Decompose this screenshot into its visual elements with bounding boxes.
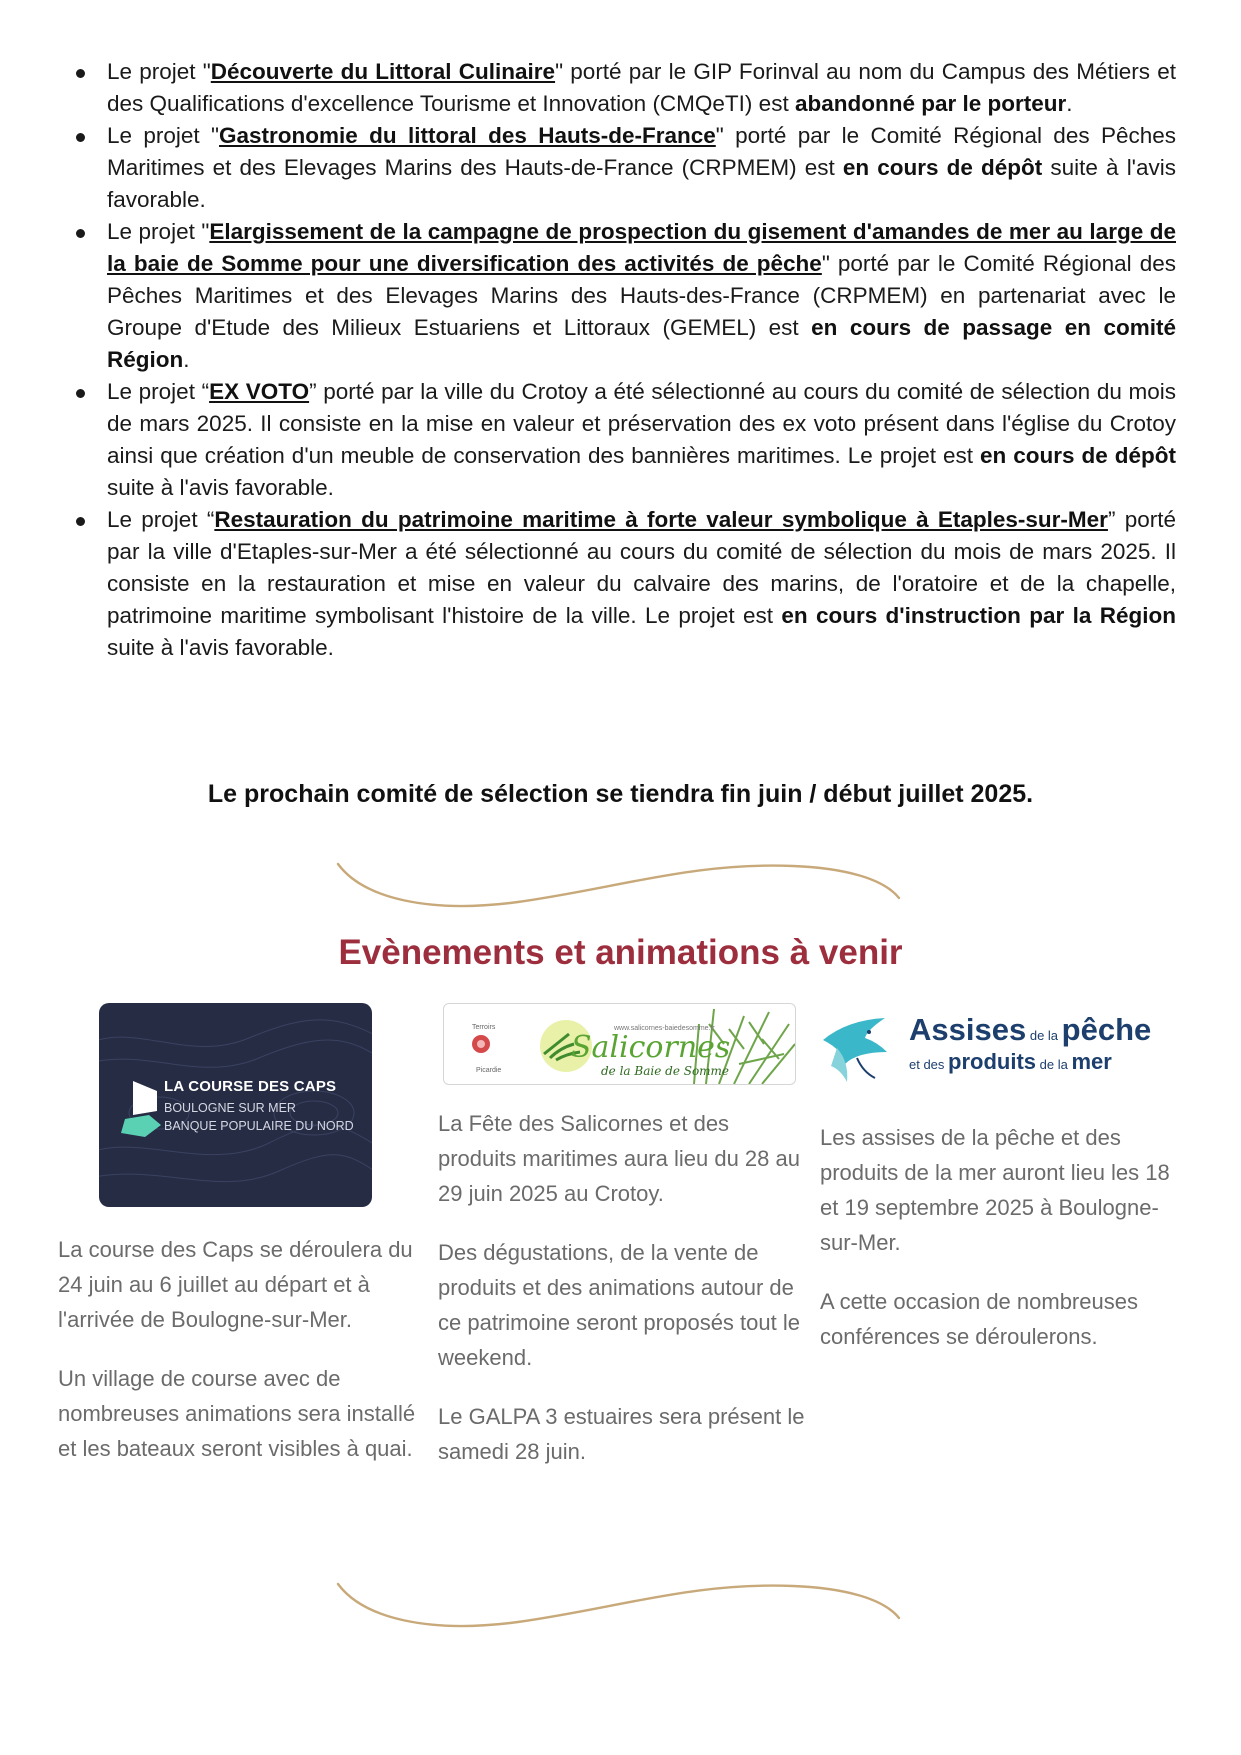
- project-link[interactable]: Elargissement de la campagne de prospection du gisement d'amandes de mer au large de la baie de Somme pour une diversification des activités de pêche: [107, 219, 1176, 276]
- project-item: [74, 120, 1176, 216]
- project-description: ” porté par la ville d'Etaples-sur-Mer a été sélectionné au cours du comité de sélection du mois de mars 2025. Il consiste en la restauration et mise en valeur du calvaire des marins, de l'oratoire et de la chapelle, patrimoine maritime symbolisant l'histoire de la ville. Le projet est: [107, 507, 1176, 628]
- assises-logo: [817, 1012, 1177, 1087]
- project-prefix: Le projet “: [107, 379, 210, 404]
- project-prefix: Le projet ": [107, 59, 211, 84]
- terroirs-label: Terroirs: [472, 1024, 496, 1031]
- event-paragraph: Des dégustations, de la vente de produits et des animations autour de ce patrimoine seront proposés tout le weekend.: [438, 1240, 800, 1370]
- project-suffix: suite à l'avis favorable.: [107, 475, 334, 500]
- picardie-label: Picardie: [476, 1067, 502, 1074]
- project-status: en cours d'instruction par la Région: [781, 603, 1176, 628]
- project-suffix: .: [183, 347, 190, 372]
- salicornes-title: Salicornes: [571, 1030, 731, 1065]
- caps-card-sponsor: BANQUE POPULAIRE DU NORD: [164, 1119, 354, 1133]
- project-description: ” porté par la ville du Crotoy a été sélectionné au cours du comité de sélection du mois de mars 2025. Il consiste en la mise en valeur et préservation des ex voto présent dans l'église du Crotoy ainsi que création d'un meuble de conservation des bannières maritimes. Le projet est: [107, 379, 1176, 468]
- et-des-word: et des: [909, 1057, 945, 1072]
- decorative-wave-divider: [333, 858, 903, 912]
- next-committee-announcement: Le prochain comité de sélection se tiendra fin juin / début juillet 2025.: [207, 780, 1034, 808]
- produits-word: produits: [948, 1049, 1037, 1074]
- project-link[interactable]: Restauration du patrimoine maritime à forte valeur symbolique à Etaples-sur-Mer: [214, 507, 1108, 532]
- project-link[interactable]: EX VOTO: [209, 379, 310, 404]
- course-des-caps-image: [99, 1003, 372, 1207]
- project-status: en cours de passage en comité Région: [107, 315, 1176, 372]
- assises-word: Assises: [909, 1012, 1027, 1047]
- project-link[interactable]: Découverte du Littoral Culinaire: [210, 59, 556, 84]
- event-paragraph: Un village de course avec de nombreuses animations sera installé et les bateaux seront visibles à quai.: [58, 1366, 416, 1461]
- project-suffix: suite à l'avis favorable.: [107, 155, 1176, 212]
- decorative-wave-divider: [333, 1578, 903, 1632]
- project-description: " porté par le Comité Régional des Pêches Maritimes et des Elevages Marins des Hauts-de-France (CRPMEM) est: [107, 123, 1176, 180]
- project-item: [74, 56, 1176, 120]
- salicornes-url: www.salicornes-baiedesomme.fr: [614, 1025, 715, 1032]
- salicornes-banner: [443, 1003, 796, 1085]
- project-status: en cours de dépôt: [842, 155, 1043, 180]
- project-status: abandonné par le porteur: [794, 91, 1067, 116]
- mer-word: mer: [1071, 1049, 1112, 1074]
- project-description: " porté par le Comité Régional des Pêches Maritimes et des Elevages Marins des Hauts-des-France (CRPMEM) en partenariat avec le Groupe d'Etude des Milieux Estuariens et Littoraux (GEMEL) est: [107, 251, 1177, 340]
- project-status: en cours de dépôt: [980, 443, 1176, 468]
- project-prefix: Le projet ": [107, 123, 220, 148]
- event-paragraph: La course des Caps se déroulera du 24 juin au 6 juillet au départ et à l'arrivée de Boulogne-sur-Mer.: [58, 1237, 413, 1332]
- caps-card-title: LA COURSE DES CAPS: [164, 1078, 337, 1095]
- assises-description: [820, 1120, 1180, 1378]
- project-prefix: Le projet “: [107, 507, 215, 532]
- project-suffix: .: [1066, 91, 1073, 116]
- fish-icon: [817, 1012, 897, 1087]
- caps-card-location: BOULOGNE SUR MER: [164, 1101, 296, 1115]
- event-paragraph: A cette occasion de nombreuses conférences se déroulerons.: [820, 1289, 1138, 1349]
- peche-word: pêche: [1061, 1012, 1152, 1047]
- event-paragraph: La Fête des Salicornes et des produits maritimes aura lieu du 28 au 29 juin 2025 au Crotoy.: [438, 1111, 800, 1206]
- project-description: " porté par le GIP Forinval au nom du Campus des Métiers et des Qualifications d'excellence Tourisme et Innovation (CMQeTI) est: [107, 59, 1177, 116]
- project-item: [74, 376, 1176, 504]
- event-paragraph: Les assises de la pêche et des produits de la mer auront lieu les 18 et 19 septembre 2025 à Boulogne-sur-Mer.: [820, 1125, 1170, 1255]
- assises-word-small: de la: [1029, 1028, 1059, 1043]
- de-la-word: de la: [1039, 1057, 1068, 1072]
- salicornes-description: [438, 1106, 808, 1493]
- project-prefix: Le projet ": [107, 219, 210, 244]
- course-des-caps-logo-icon: [119, 1081, 161, 1139]
- project-suffix: suite à l'avis favorable.: [107, 635, 334, 660]
- salicornes-subtitle: de la Baie de Somme: [601, 1064, 730, 1078]
- project-item: [74, 216, 1176, 376]
- event-paragraph: Le GALPA 3 estuaires sera présent le samedi 28 juin.: [438, 1404, 805, 1464]
- project-list: [74, 56, 1176, 664]
- project-link[interactable]: Gastronomie du littoral des Hauts-de-France: [219, 123, 716, 148]
- course-des-caps-description: [58, 1232, 418, 1490]
- section-title: Evènements et animations à venir: [338, 933, 903, 972]
- project-item: [74, 504, 1176, 664]
